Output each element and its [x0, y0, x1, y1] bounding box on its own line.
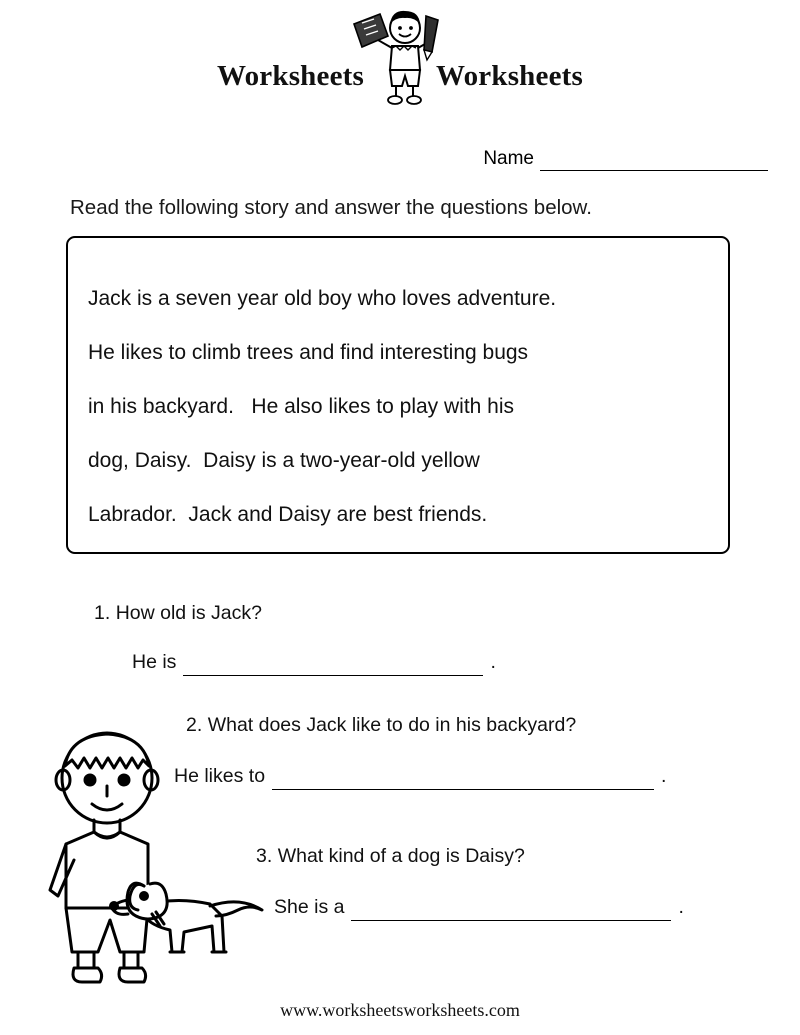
question-1	[94, 602, 496, 676]
question-1-number: 1.	[94, 602, 111, 624]
question-1-text	[94, 602, 496, 625]
question-1-prompt: How old is Jack?	[115, 602, 262, 624]
story-line: He likes to climb trees and find interesting bugs	[88, 341, 529, 364]
story-line: Labrador. Jack and Daisy are best friends.	[88, 503, 488, 526]
question-3-answer-prefix: She is a	[274, 896, 345, 918]
story-line: Jack is a seven year old boy who loves adventure.	[88, 287, 557, 310]
question-2-prompt: What does Jack like to do in his backyard?	[207, 714, 577, 736]
question-2-number: 2.	[186, 714, 203, 736]
footer-url: www.worksheetsworksheets.com	[280, 1000, 520, 1020]
question-1-answer-row[interactable]	[132, 651, 496, 676]
question-1-answer-period: .	[490, 651, 496, 673]
question-2-answer-blank[interactable]	[272, 769, 654, 790]
question-2-answer-period: .	[661, 765, 667, 787]
logo-word-right: Worksheets	[436, 60, 583, 92]
question-3	[256, 845, 684, 921]
question-3-number: 3.	[256, 845, 273, 867]
question-3-prompt: What kind of a dog is Daisy?	[277, 845, 525, 867]
question-3-answer-blank[interactable]	[351, 900, 671, 921]
site-logo-header	[0, 0, 800, 120]
story-passage-box	[66, 236, 730, 554]
logo-word-left: Worksheets	[217, 60, 364, 92]
name-field[interactable]	[483, 148, 768, 171]
name-label: Name	[483, 148, 534, 169]
question-3-answer-row[interactable]	[274, 896, 684, 921]
story-line: dog, Daisy. Daisy is a two-year-old yellow	[88, 449, 480, 472]
question-1-answer-prefix: He is	[132, 651, 177, 673]
kid-with-book-and-pencil-icon	[340, 6, 460, 111]
name-input-blank[interactable]	[540, 150, 768, 171]
question-1-answer-blank[interactable]	[183, 655, 483, 676]
question-3-text	[256, 845, 684, 868]
story-line: in his backyard. He also likes to play with his	[88, 395, 515, 418]
instruction-text: Read the following story and answer the questions below.	[70, 196, 592, 219]
boy-with-dog-illustration	[24, 720, 294, 995]
question-3-answer-period: .	[678, 896, 684, 918]
question-2-answer-prefix: He likes to	[174, 765, 266, 787]
